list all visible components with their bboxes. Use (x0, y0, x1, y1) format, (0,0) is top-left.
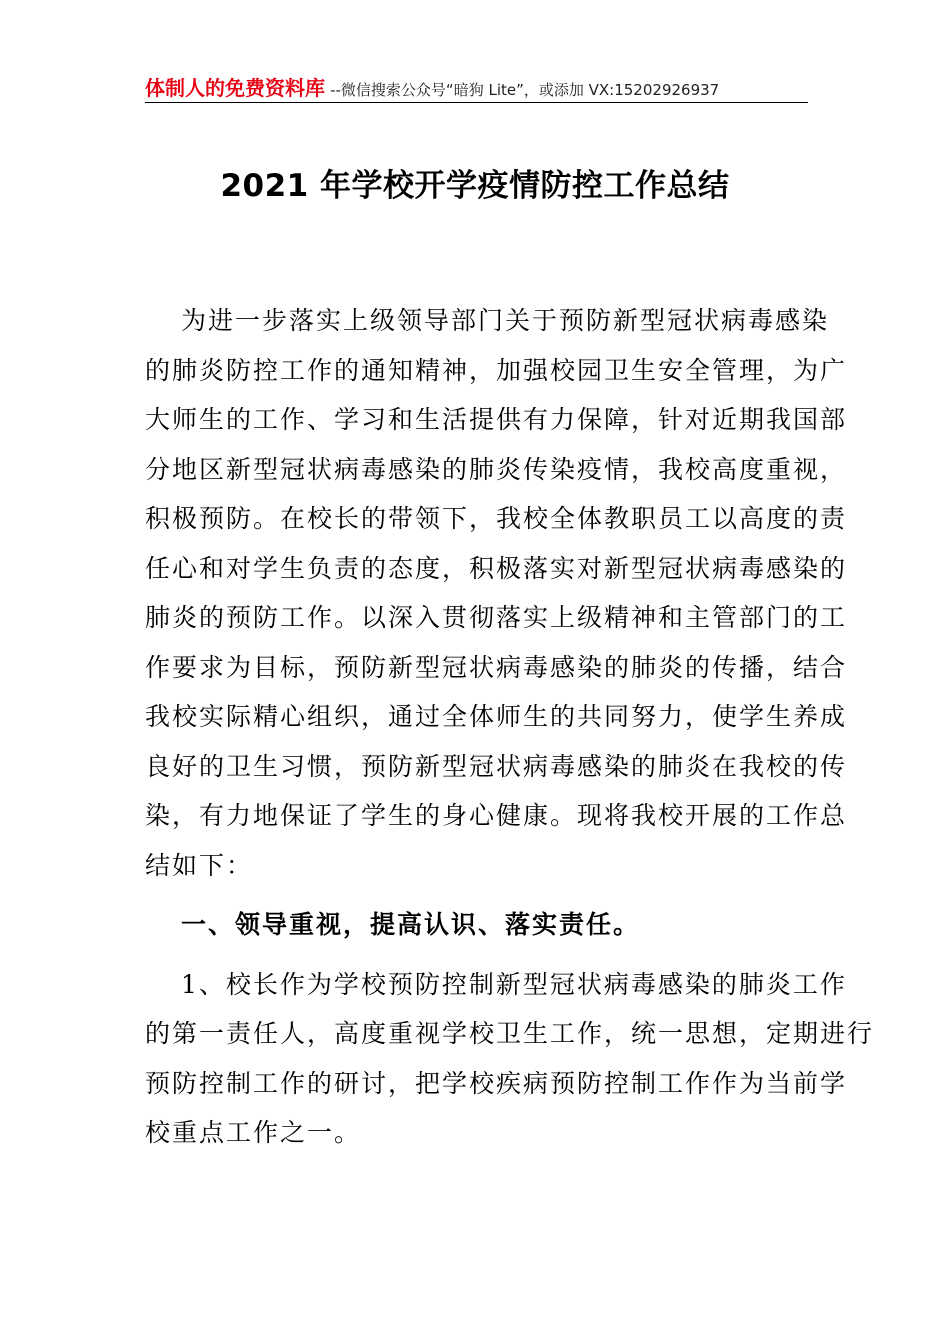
paragraph-line: 结如下： (145, 850, 254, 880)
item-paragraph (145, 960, 875, 1158)
section-heading: 一、领导重视，提高认识、落实责任。 (181, 910, 641, 939)
page-header (145, 72, 808, 103)
paragraph-line: 校重点工作之一。 (145, 1118, 362, 1147)
paragraph-line: 的肺炎防控工作的通知精神，加强校园卫生安全管理，为广 (145, 355, 848, 385)
document-body (145, 296, 875, 1158)
paragraph-line: 我校实际精心组织，通过全体师生的共同努力，使学生养成 (145, 702, 848, 731)
header-contact-note: --微信搜索公众号“暗狗 Lite”，或添加 VX:15202926937 (330, 81, 720, 99)
paragraph-line: 的第一责任人，高度重视学校卫生工作，统一思想，定期进行 (145, 1019, 875, 1048)
paragraph-line: 良好的卫生习惯，预防新型冠状病毒感染的肺炎在我校的传 (145, 751, 848, 781)
paragraph-line: 肺炎的预防工作。以深入贯彻落实上级精神和主管部门的工 (145, 603, 848, 632)
paragraph-line: 大师生的工作、学习和生活提供有力保障，针对近期我国部 (145, 405, 848, 434)
intro-paragraph (145, 296, 848, 890)
paragraph-line: 为进一步落实上级领导部门关于预防新型冠状病毒感染 (181, 306, 830, 335)
document-title: 2021 年学校开学疫情防控工作总结 (220, 168, 730, 204)
paragraph-line: 预防控制工作的研讨，把学校疾病预防控制工作作为当前学 (145, 1068, 848, 1098)
paragraph-line: 积极预防。在校长的带领下，我校全体教职员工以高度的责 (145, 504, 848, 533)
paragraph-line: 作要求为目标，预防新型冠状病毒感染的肺炎的传播，结合 (145, 652, 848, 682)
paragraph-line: 任心和对学生负责的态度，积极落实对新型冠状病毒感染的 (145, 553, 848, 583)
paragraph-line: 染，有力地保证了学生的身心健康。现将我校开展的工作总 (145, 801, 848, 830)
header-brand: 体制人的免费资料库 (145, 76, 325, 100)
paragraph-line: 分地区新型冠状病毒感染的肺炎传染疫情，我校高度重视， (145, 454, 848, 484)
paragraph-line: 1、校长作为学校预防控制新型冠状病毒感染的肺炎工作 (181, 969, 847, 999)
